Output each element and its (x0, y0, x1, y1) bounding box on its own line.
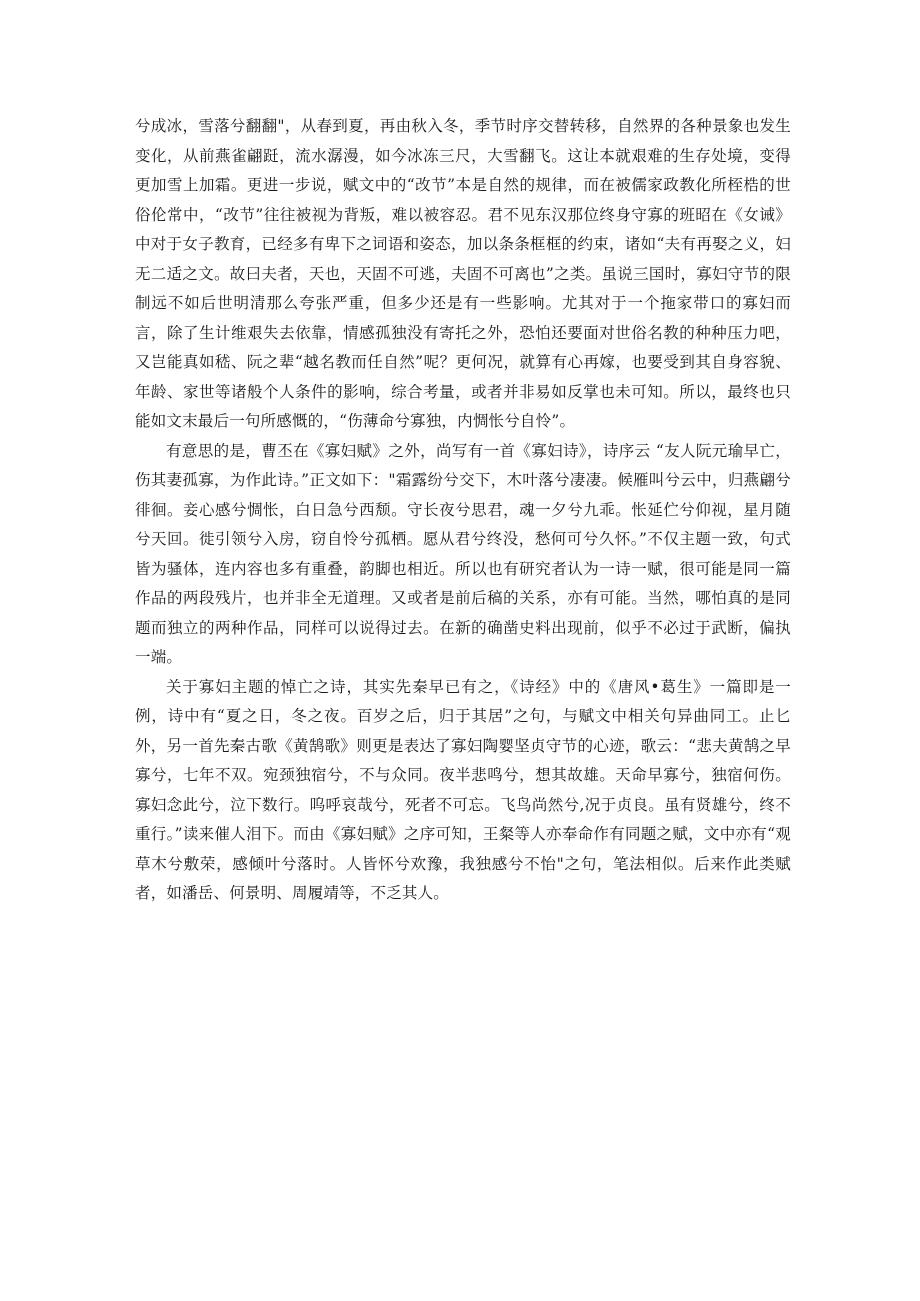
paragraph-mourning-poems: 关于寡妇主题的悼亡之诗，其实先秦早已有之，《诗经》中的《唐风•葛生》一篇即是一例，诗中有“夏之日，冬之夜。百岁之后，归于其居”之句，与赋文中相关句异曲同工。止匕外，另一首先秦古歌《黄鹄歌》则更是表达了寡妇陶婴坚贞守节的心迹，歌云：“悲夫黄鹄之早寡兮，七年不双。宛颈独宿兮，不与众同。夜半悲鸣兮，想其故雄。天命早寡兮，独宿何伤。寡妇念此兮，泣下数行。呜呼哀哉兮，死者不可忘。飞鸟尚然兮,况于贞良。虽有贤雄兮，终不重行。”读来催人泪下。而由《寡妇赋》之序可知，王粲等人亦奉命作有同题之赋，文中亦有“观草木兮敷荣，感倾叶兮落时。人皆怀兮欢豫，我独感兮不怡"之句，笔法相似。后来作此类赋者，如潘岳、何景明、周履靖等，不乏其人。 (135, 677, 791, 902)
paragraph-continued: 兮成冰，雪落兮翻翻"，从春到夏，再由秋入冬，季节时序交替转移，自然界的各种景象也发生变化，从前燕雀翩跹，流水潺漫，如今冰冻三尺，大雪翻飞。这让本就艰难的生存处境，变得更加雪上加霜。更进一步说，赋文中的“改节”本是自然的规律，而在被儒家政教化所桎梏的世俗伦常中，“改节”往往被视为背叛，难以被容忍。君不见东汉那位终身守寡的班昭在《女诫》中对于女子教育，已经多有卑下之词语和姿态，加以条条框框的约束，诸如“夫有再娶之义，妇无二适之文。故曰夫者，天也，天固不可逃，夫固不可离也”之类。虽说三国时，寡妇守节的限制远不如后世明清那么夸张严重，但多少还是有一些影响。尤其对于一个拖家带口的寡妇而言，除了生计维艰失去依靠，情感孤独没有寄托之外，恐怕还要面对世俗名教的种种压力吧，又岂能真如嵇、阮之辈“越名教而任自然”呢？更何况，就算有心再嫁，也要受到其自身容貌、年龄、家世等诸般个人条件的影响，综合考量，或者并非易如反掌也未可知。所以，最终也只能如文末最后一句所感慨的，“伤薄命兮寡独，内惆怅兮自怜”。 (135, 117, 791, 430)
paragraph-widow-poem: 有意思的是，曹丕在《寡妇赋》之外，尚写有一首《寡妇诗》，诗序云 “友人阮元瑜早亡，伤其妻孤寡，为作此诗。”正文如下："霜露纷兮交下，木叶落兮凄凄。候雁叫兮云中，归燕翩兮徘徊。妾心感兮惆怅，白日急兮西颓。守长夜兮思君，魂一夕兮九乖。怅延伫兮仰视，星月随兮天回。徙引领兮入房，窃自怜兮孤栖。愿从君兮终没，愁何可兮久怀。”不仅主题一致，句式皆为骚体，连内容也多有重叠，韵脚也相近。所以也有研究者认为一诗一赋，很可能是同一篇作品的两段残片，也并非全无道理。又或者是前后稿的关系，亦有可能。当然，哪怕真的是同题而独立的两种作品，同样可以说得过去。在新的确凿史料出现前，似乎不必过于武断，偏执一端。 (135, 441, 791, 666)
document-body (135, 112, 791, 909)
